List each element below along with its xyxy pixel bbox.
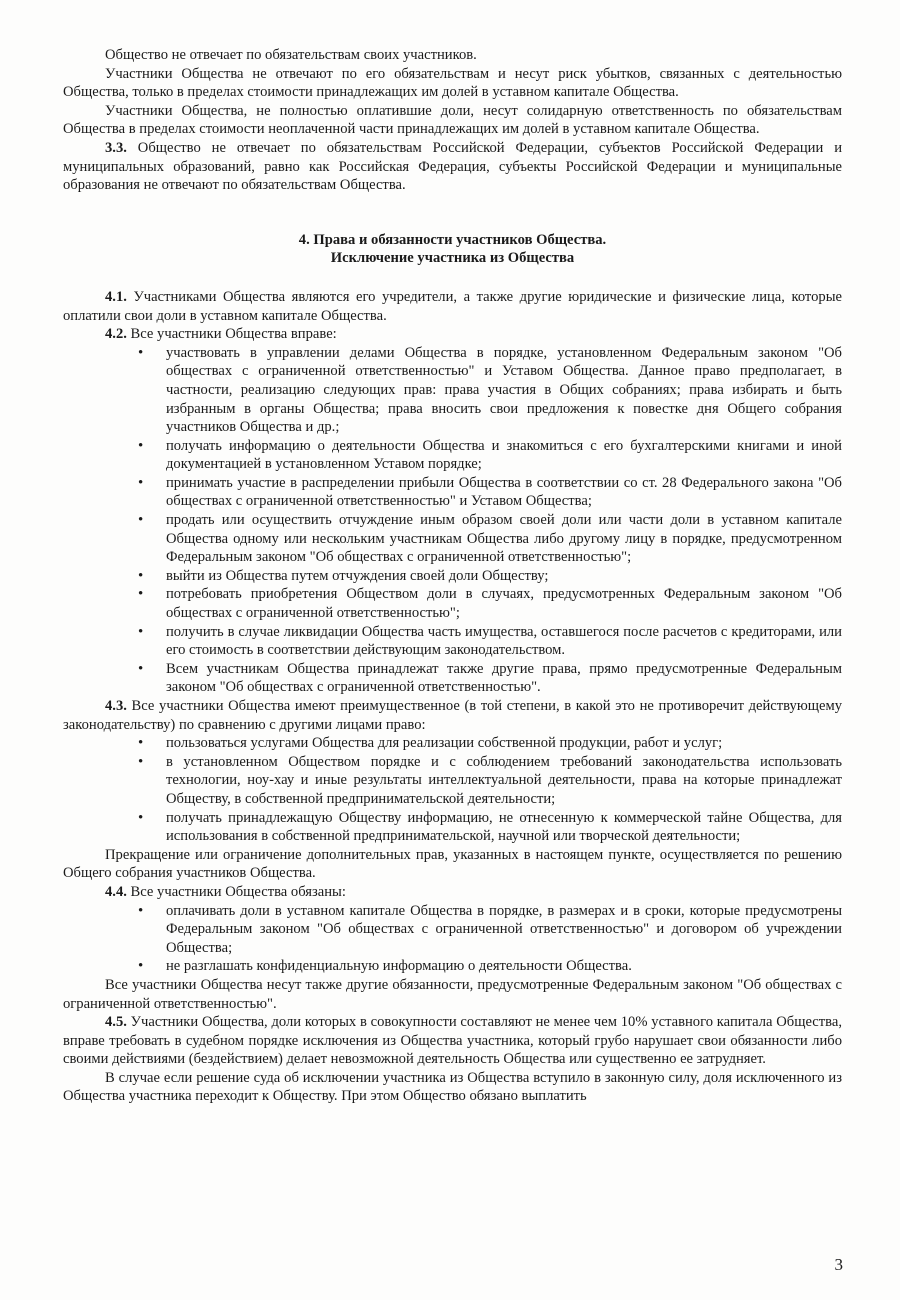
clause-text: Все участники Общества имеют преимущественное (в той степени, в какой это не противоречит действующему законодательству) по сравнению с другими лицами право: xyxy=(63,698,842,733)
list-item: • продать или осуществить отчуждение иным образом своей доли или части доли в уставном капитале Общества одному или нескольким участникам Общества либо другому лицу в порядке, предусмотренном Федеральным законом "Об обществах с ограниченной ответственностью"; xyxy=(166,511,842,567)
list-item: • потребовать приобретения Обществом доли в случаях, предусмотренных Федеральным законом "Об обществах с ограниченной ответственностью"; xyxy=(166,585,842,622)
list-item: • получить в случае ликвидации Общества часть имущества, оставшегося после расчетов с кредиторами, или его стоимость в соответствии действующим законодательством. xyxy=(166,623,842,660)
clause-text: Все участники Общества обязаны: xyxy=(126,883,346,900)
page-number: 3 xyxy=(834,1255,843,1274)
clause-4-3 xyxy=(63,697,842,734)
list-item: • не разглашать конфиденциальную информацию о деятельности Общества. xyxy=(166,957,842,976)
paragraph: Все участники Общества несут также другие обязанности, предусмотренные Федеральным законом "Об обществах с ограниченной ответственностью". xyxy=(63,976,842,1012)
paragraph: Общество не отвечает по обязательствам своих участников. xyxy=(105,47,477,63)
clause-number: 4.2. xyxy=(105,326,127,343)
paragraph: Участники Общества, не полностью оплатившие доли, несут солидарную ответственность по обязательствам Общества в пределах стоимости неоплаченной части принадлежащих им долей в уставном капитале Общества. xyxy=(63,102,842,138)
list-item: • в установленном Обществом порядке и с соблюдением требований законодательства использовать технологии, ноу-хау и иные результаты интеллектуальной деятельности, права на которые принадлежат Обществу, в собственной предпринимательской деятельности; xyxy=(166,753,842,809)
clause-4-1 xyxy=(63,288,842,325)
list-item: • участвовать в управлении делами Общества в порядке, установленном Федеральным законом "Об обществах с ограниченной ответственностью" и Уставом Общества. Данное право предполагает, в частности, реализацию следующих прав: права участия в Общих собраниях; права избирать и быть избранным в органы Общества; права вносить свои предложения к повестке дня Общего собрания участников Общества и др.; xyxy=(166,344,842,437)
clause-4-3-list xyxy=(63,734,842,846)
clause-text: Все участники Общества вправе: xyxy=(126,326,337,343)
document-body xyxy=(63,46,842,1106)
clause-3-3 xyxy=(63,139,842,195)
clause-4-4 xyxy=(63,883,842,902)
clause-number: 4.4. xyxy=(105,883,127,900)
list-item: • Всем участникам Общества принадлежат также другие права, прямо предусмотренные Федеральным законом "Об обществах с ограниченной ответственностью". xyxy=(166,660,842,697)
section-title-line1: 4. Права и обязанности участников Общества. xyxy=(298,231,607,248)
list-item: • оплачивать доли в уставном капитале Общества в порядке, в размерах и в сроки, которые предусмотрены Федеральным законом "Об обществах с ограниченной ответственностью" и договором об учреждении Общества; xyxy=(166,902,842,958)
clause-number: 3.3. xyxy=(105,139,127,156)
list-item: • принимать участие в распределении прибыли Общества в соответствии со ст. 28 Федерального закона "Об обществах с ограниченной ответственностью" и Уставом Общества; xyxy=(166,474,842,511)
clause-number: 4.5. xyxy=(105,1014,127,1031)
section-title-line2: Исключение участника из Общества xyxy=(330,250,575,267)
list-item: • пользоваться услугами Общества для реализации собственной продукции, работ и услуг; xyxy=(166,734,842,753)
clause-4-2 xyxy=(63,325,842,344)
clause-number: 4.1. xyxy=(105,288,127,305)
clause-text: Общество не отвечает по обязательствам Российской Федерации, субъектов Российской Федерации и муниципальных образований, равно как Российская Федерация, субъекты Российской Федерации и муниципальные образования не отвечают по обязательствам Общества. xyxy=(63,139,842,194)
list-item: • получать принадлежащую Обществу информацию, не отнесенную к коммерческой тайне Общества, для использования в собственной предпринимательской, научной или творческой деятельности; xyxy=(166,809,842,846)
clause-text: Участниками Общества являются его учредители, а также другие юридические и физические лица, которые оплатили свои доли в уставном капитале Общества. xyxy=(63,288,842,324)
clause-4-4-list xyxy=(63,902,842,976)
paragraph: В случае если решение суда об исключении участника из Общества вступило в законную силу, доля исключенного из Общества участника переходит к Обществу. При этом Общество обязано выплатить xyxy=(63,1069,842,1105)
list-item: • получать информацию о деятельности Общества и знакомиться с его бухгалтерскими книгами и иной документацией в установленном Уставом порядке; xyxy=(166,437,842,474)
clause-4-2-list xyxy=(63,344,842,697)
list-item: • выйти из Общества путем отчуждения своей доли Обществу; xyxy=(166,567,842,586)
clause-number: 4.3. xyxy=(105,698,127,714)
clause-4-5 xyxy=(63,1013,842,1069)
clause-text: Участники Общества, доли которых в совокупности составляют не менее чем 10% уставного капитала Общества, вправе требовать в судебном порядке исключения из Общества участника, который грубо нарушает свои обязанности либо своими действиями (бездействием) делает невозможной деятельность Общества или существенно ее затрудняет. xyxy=(63,1014,842,1068)
paragraph: Прекращение или ограничение дополнительных прав, указанных в настоящем пункте, осуществляется по решению Общего собрания участников Общества. xyxy=(63,846,842,882)
paragraph: Участники Общества не отвечают по его обязательствам и несут риск убытков, связанных с деятельностью Общества, только в пределах стоимости принадлежащих им долей в уставном капитале Общества. xyxy=(63,65,842,101)
section-4-title xyxy=(63,231,842,268)
